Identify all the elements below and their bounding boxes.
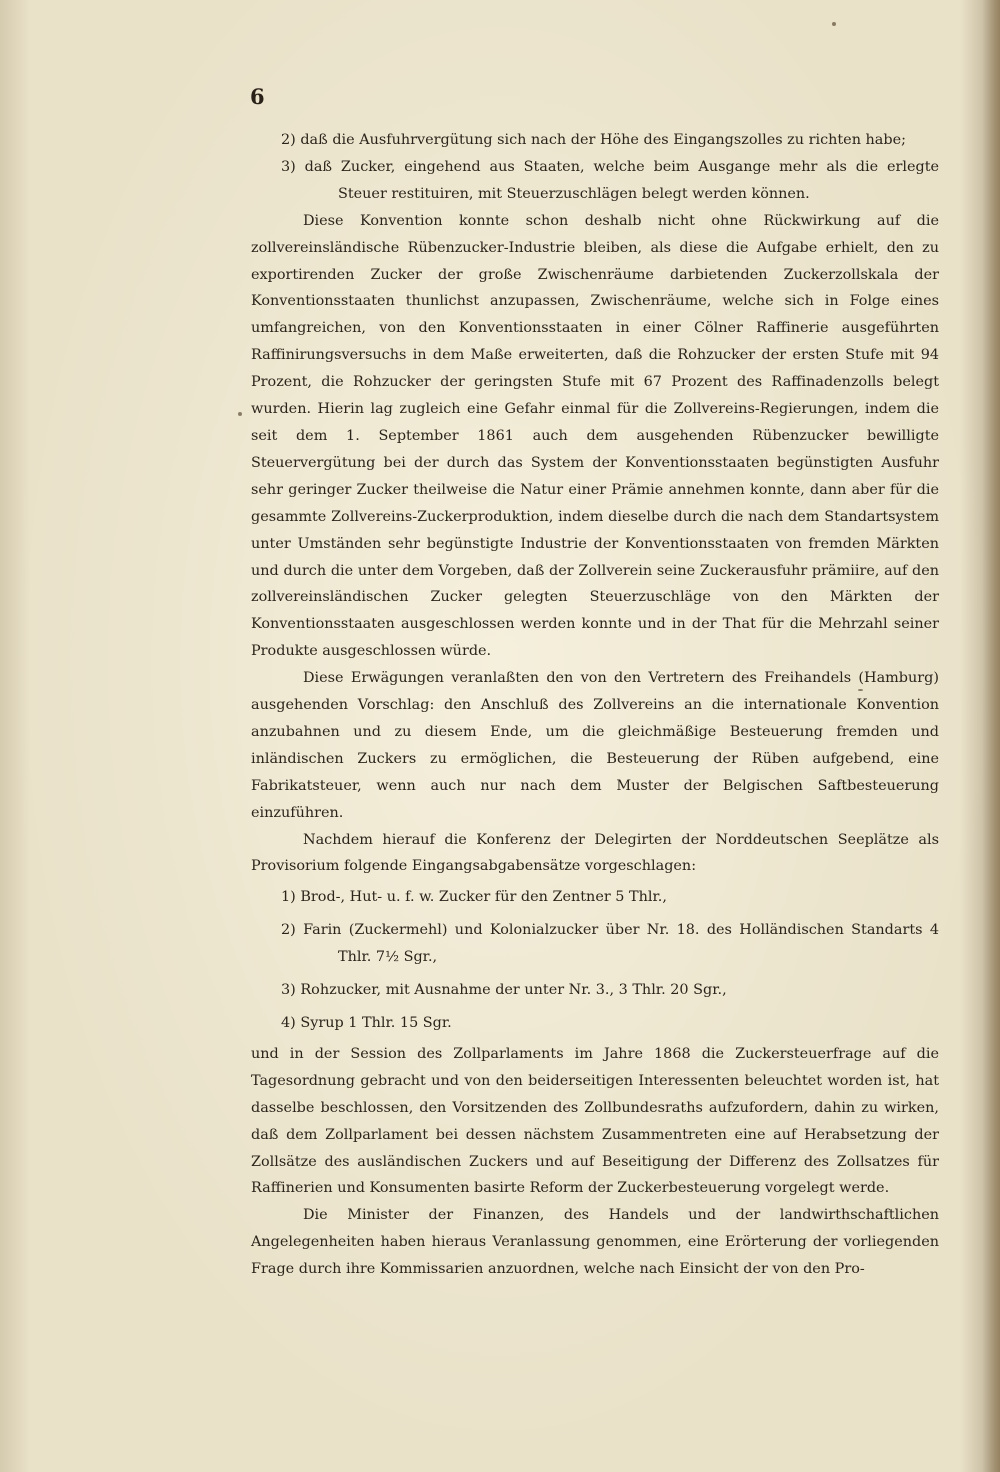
paper-speck — [238, 412, 242, 416]
body-text — [251, 127, 939, 1283]
paragraph: Nachdem hierauf die Konferenz der Delegirten der Norddeutschen Seeplätze als Provisorium folgende Eingangsabgabensätze vorgeschlagen: — [251, 831, 939, 875]
enumerated-item: 4) Syrup 1 Thlr. 15 Sgr. — [281, 1015, 452, 1031]
list-item: 3) daß Zucker, eingehend aus Staaten, welche beim Ausgange mehr als die erlegte Steuer restituiren, mit Steuerzuschlägen belegt werden können. — [281, 158, 939, 202]
paragraph: Diese Erwägungen veranlaßten den von den Vertretern des Freihandels (Hamburg) ausgehenden Vorschlag: den Anschluß des Zollvereins an die internationale Konvention anzubahnen und zu diesem Ende, um die gleichmäßige Besteuerung fremden und inländischen Zuckers zu ermöglichen, die Besteuerung der Rüben aufgebend, eine Fabrikatsteuer, wenn auch nur nach dem Muster der Belgischen Saftbesteuerung einzuführen. — [251, 670, 939, 821]
enumerated-item: 1) Brod-, Hut- u. f. w. Zucker für den Zentner 5 Thlr., — [281, 889, 667, 906]
enumerated-item: 3) Rohzucker, mit Ausnahme der unter Nr. 3., 3 Thlr. 20 Sgr., — [281, 982, 727, 999]
enumerated-item: 2) Farin (Zuckermehl) und Kolonialzucker über Nr. 18. des Holländischen Standarts 4 Thlr. 7½ Sgr., — [281, 922, 939, 966]
page-number: 6 — [250, 84, 265, 109]
paragraph: Die Minister der Finanzen, des Handels und der landwirthschaftlichen Angelegenheiten haben hieraus Veranlassung genommen, eine Erörterung der vorliegenden Frage durch ihre Kommissarien anzuordnen, welche nach Einsicht der von den Pro- — [251, 1207, 939, 1278]
page-edge-shadow — [982, 0, 1000, 1472]
list-item: 2) daß die Ausfuhrvergütung sich nach der Höhe des Eingangszolles zu richten habe; — [281, 132, 906, 148]
paragraph: und in der Session des Zollparlaments im Jahre 1868 die Zuckersteuerfrage auf die Tagesordnung gebracht und von den beiderseitigen Interessenten beleuchtet worden ist, hat dasselbe beschlossen, den Vorsitzenden des Zollbundesraths aufzufordern, dahin zu wirken, daß dem Zollparlament bei dessen nächstem Zusammentreten eine auf Herabsetzung der Zollsätze des ausländischen Zuckers und auf Beseitigung der Differenz des Zollsatzes für Raffinerien und Konsumenten basirte Reform der Zuckerbesteuerung vorgelegt werde. — [251, 1045, 939, 1197]
paragraph: Diese Konvention konnte schon deshalb nicht ohne Rückwirkung auf die zollvereinsländische Rübenzucker-Industrie bleiben, als diese die Aufgabe erhielt, den zu exportirenden Zucker der große Zwischenräume darbietenden Zuckerzollskala der Konventionsstaaten thunlichst anzupassen, Zwischenräume, welche sich in Folge eines umfangreichen, von den Konventionsstaaten in einer Cölner Raffinerie ausgeführten Raffinirungsversuchs in dem Maße erweiterten, daß die Rohzucker der ersten Stufe mit 94 Prozent, die Rohzucker der geringsten Stufe mit 67 Prozent des Raffinadenzolls belegt wurden. Hierin lag zugleich eine Gefahr einmal für die Zollvereins-Regierungen, indem die seit dem 1. September 1861 auch dem ausgehenden Rübenzucker bewilligte Steuervergütung bei der durch das System der Konventionsstaaten begünstigten Ausfuhr sehr geringer Zucker theilweise die Natur einer Prämie annehmen konnte, dann aber für die gesammte Zollvereins-Zuckerproduktion, indem dieselbe durch die nach dem Standartsystem unter Umständen sehr begünstigte Industrie der Konventionsstaaten von fremden Märkten und durch die unter dem Vorgeben, daß der Zollverein seine Zuckerausfuhr prämiire, auf den zollvereinsländischen Zucker gelegten Steuerzuschläge von den Märkten der Konventionsstaaten ausgeschlossen werden konnte und in der That für die Mehrzahl seiner Produkte ausgeschlossen würde. — [251, 212, 939, 660]
paper-speck — [832, 22, 836, 26]
